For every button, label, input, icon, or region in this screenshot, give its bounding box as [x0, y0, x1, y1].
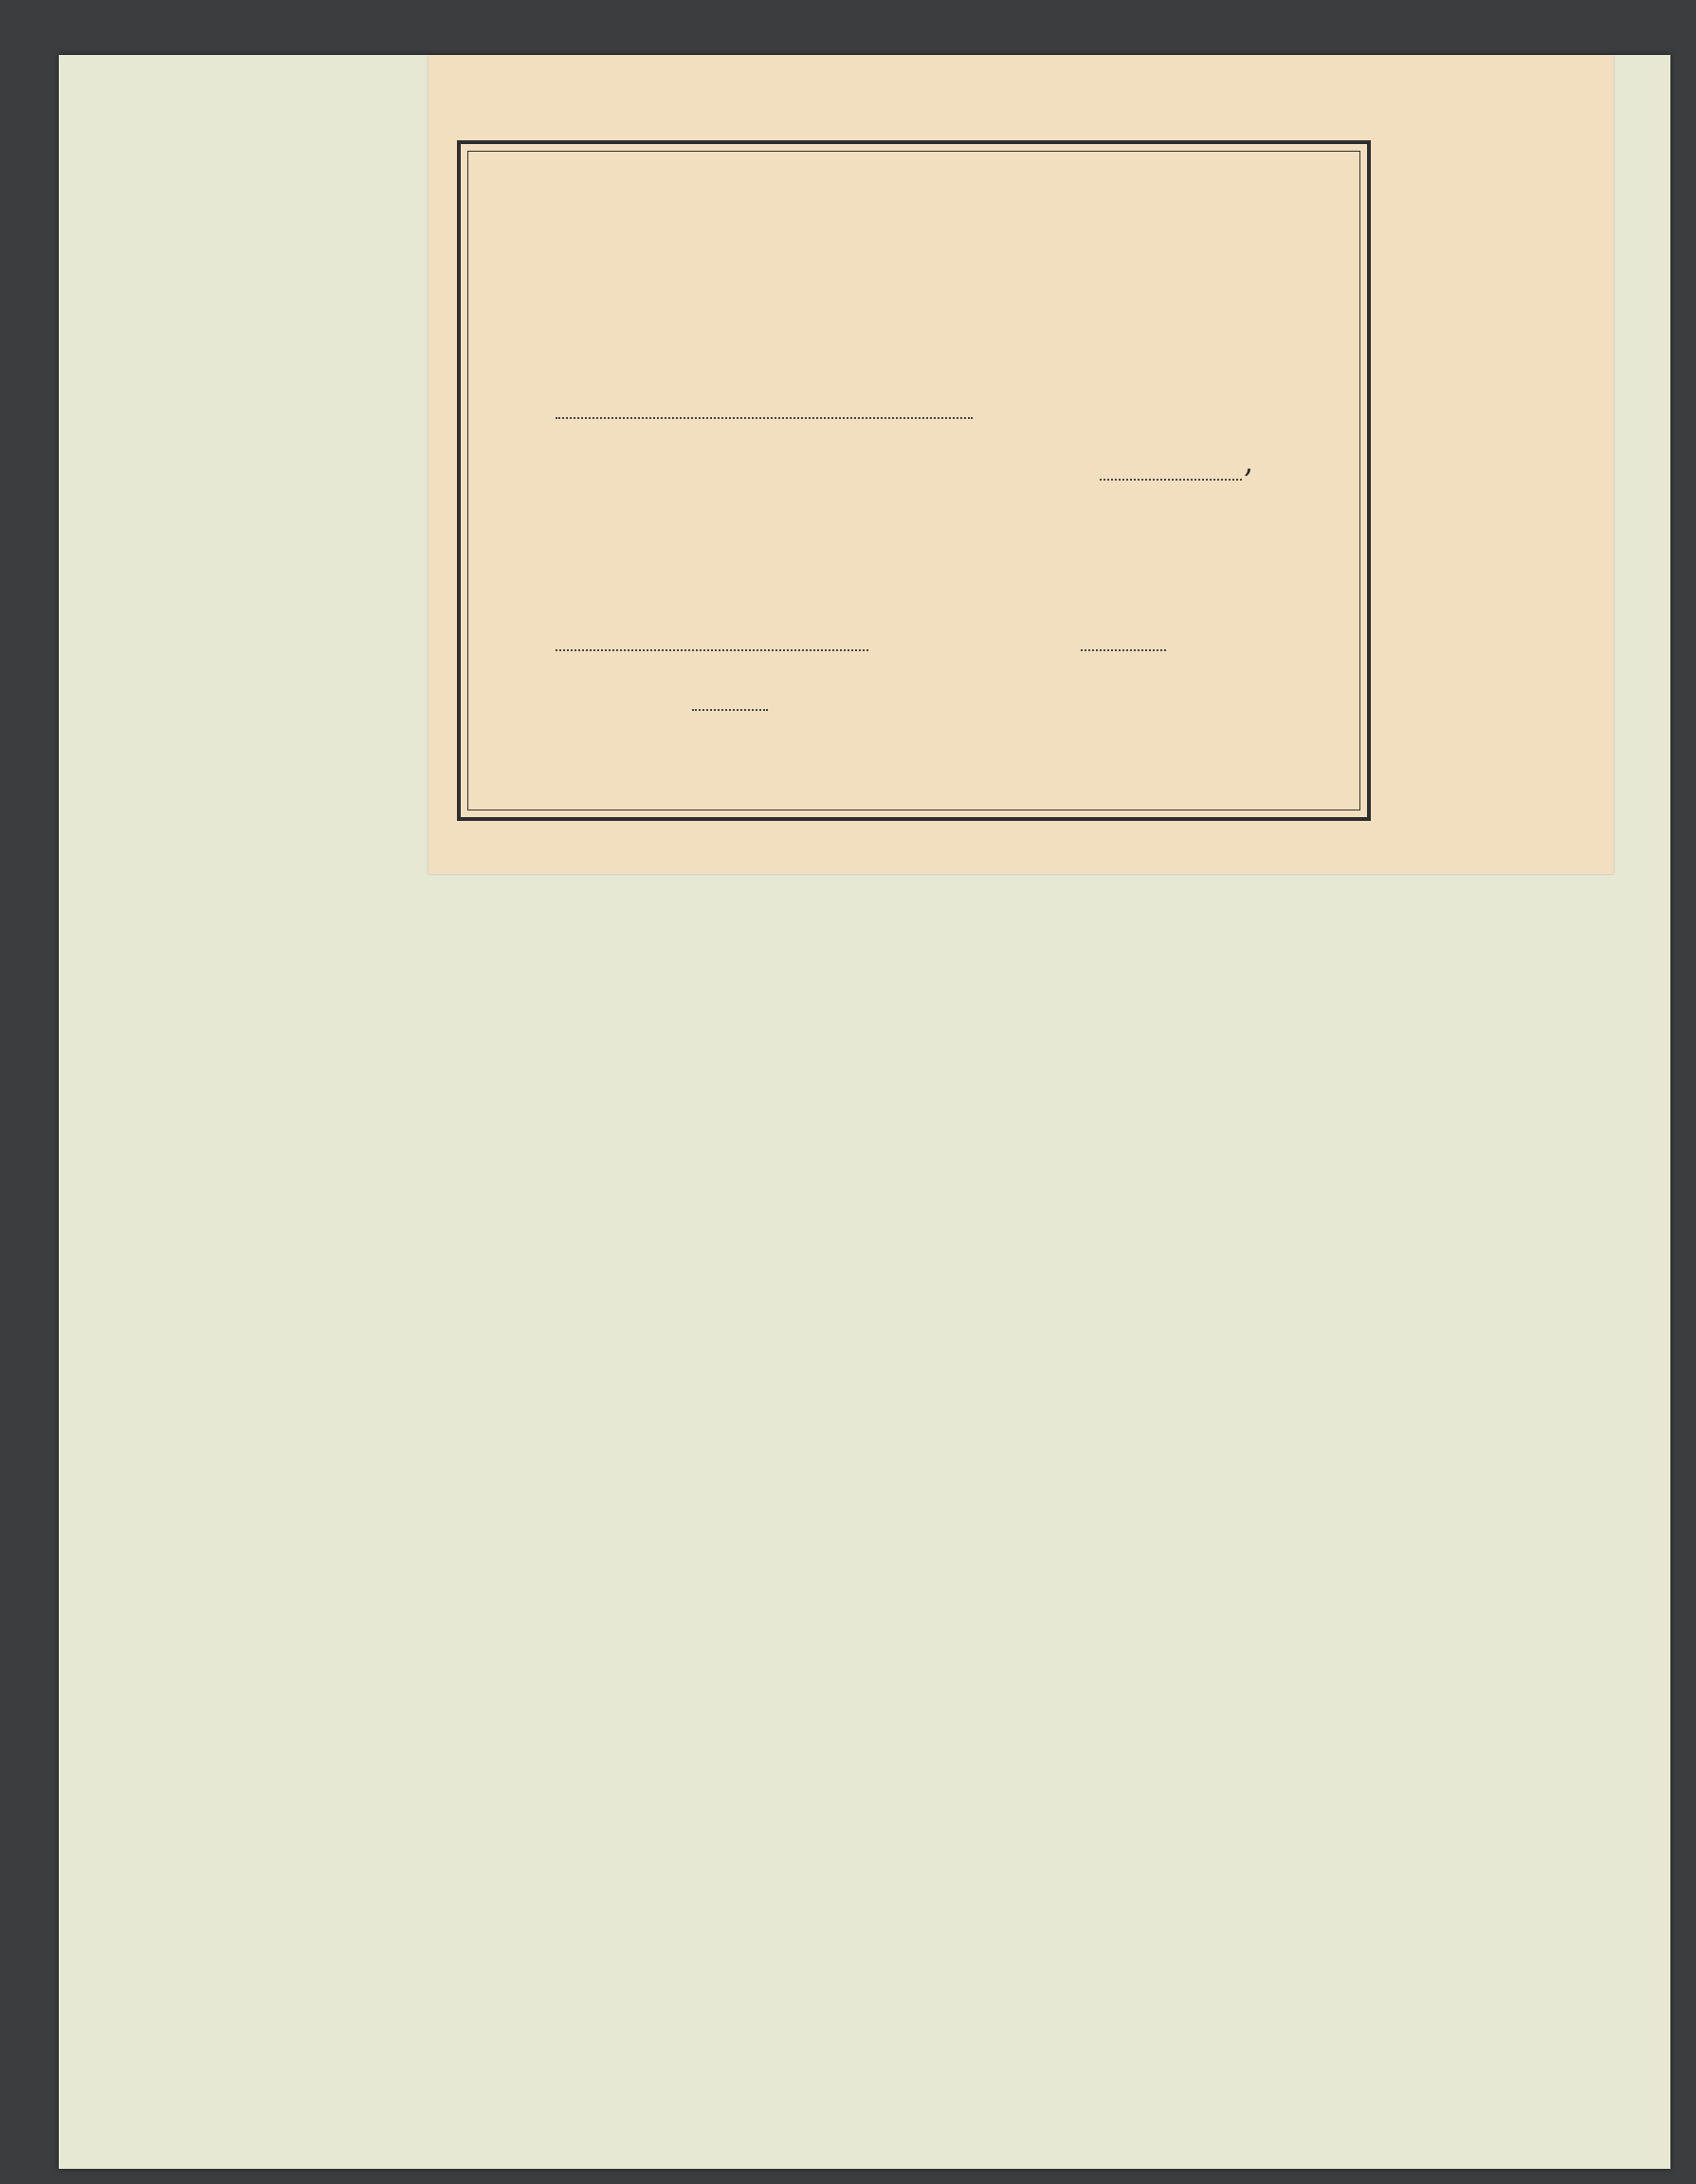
dotted-line [1100, 479, 1242, 481]
dotted-line [556, 649, 868, 651]
dotted-line [556, 417, 973, 419]
dotted-line [692, 709, 768, 711]
censor-frame [457, 140, 1371, 821]
censor-frame-inner [467, 151, 1360, 810]
comma: , [1244, 444, 1254, 480]
dotted-line [1081, 649, 1166, 651]
